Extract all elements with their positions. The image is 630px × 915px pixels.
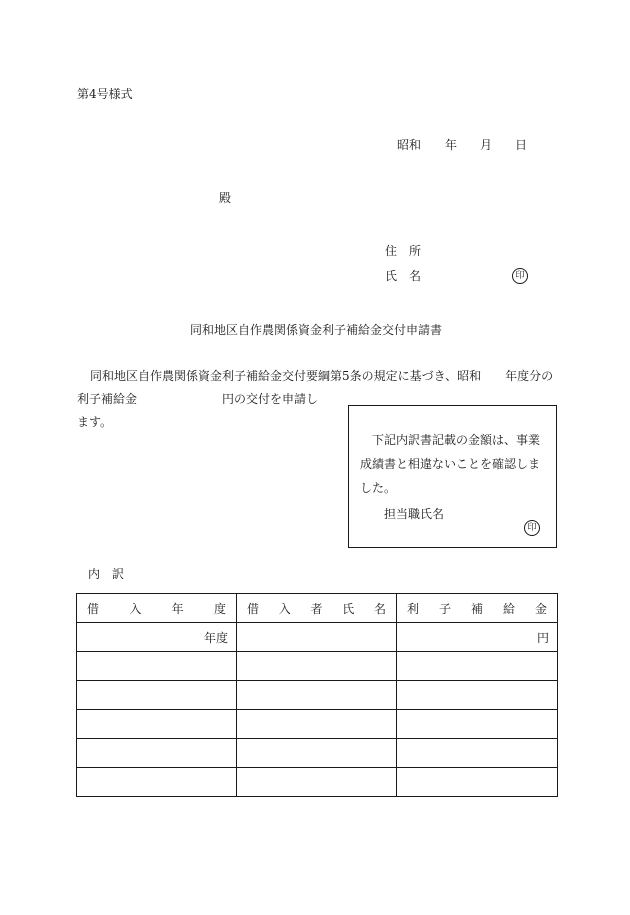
borrower-name-cell (237, 710, 397, 739)
subsidy-amount-cell (397, 739, 558, 768)
date-month: 月 (480, 138, 493, 152)
body-line-2a: 利子補給金 (77, 392, 138, 406)
subsidy-amount-cell (397, 652, 558, 681)
header-borrower-name: 借 入 者 氏 名 (237, 594, 397, 623)
table-header-row (77, 594, 558, 623)
borrower-name-cell (237, 652, 397, 681)
date-day: 日 (515, 138, 528, 152)
table-row (77, 652, 558, 681)
header-interest-subsidy: 利 子 補 給 金 (397, 594, 558, 623)
breakdown-table (76, 593, 558, 797)
table-row (77, 768, 558, 797)
table-row (77, 710, 558, 739)
date-year: 年 (445, 138, 458, 152)
loan-year-cell (77, 739, 237, 768)
loan-year-cell (77, 652, 237, 681)
confirmation-line-3: した。 (360, 481, 397, 495)
borrower-name-cell (237, 681, 397, 710)
subsidy-amount-cell: 円 (397, 623, 558, 652)
table-row (77, 623, 558, 652)
name-label: 氏 名 (385, 269, 422, 283)
header-loan-year: 借 入 年 度 (77, 594, 237, 623)
form-title: 同和地区自作農関係資金利子補給金交付申請書 (190, 323, 443, 337)
loan-year-cell: 年度 (77, 623, 237, 652)
address-label: 住 所 (385, 244, 422, 258)
loan-year-cell (77, 710, 237, 739)
confirmation-box (348, 405, 557, 548)
table-row (77, 739, 558, 768)
confirmation-line-1: 下記内訳書記載の金額は、事業 (372, 433, 541, 447)
subsidy-amount-cell (397, 681, 558, 710)
breakdown-label: 内 訳 (88, 567, 125, 581)
loan-year-cell (77, 681, 237, 710)
subsidy-amount-cell (397, 710, 558, 739)
confirmation-line-2: 成績書と相違ないことを確認しま (360, 457, 541, 471)
borrower-name-cell (237, 768, 397, 797)
body-line-2b: 円の交付を申請し (222, 392, 319, 406)
subsidy-amount-cell (397, 768, 558, 797)
body-line-3: ます。 (77, 415, 113, 429)
body-line-1: 同和地区自作農関係資金利子補給金交付要綱第5条の規定に基づき、昭和 年度分の (90, 369, 554, 383)
official-name-label: 担当職氏名 (384, 507, 445, 521)
form-number: 第4号様式 (77, 87, 133, 101)
borrower-name-cell (237, 623, 397, 652)
borrower-name-cell (237, 739, 397, 768)
seal-icon: 印 (524, 520, 540, 536)
table-row (77, 681, 558, 710)
seal-icon: 印 (512, 268, 528, 284)
addressee-suffix: 殿 (219, 191, 232, 205)
loan-year-cell (77, 768, 237, 797)
date-era: 昭和 (397, 138, 422, 152)
